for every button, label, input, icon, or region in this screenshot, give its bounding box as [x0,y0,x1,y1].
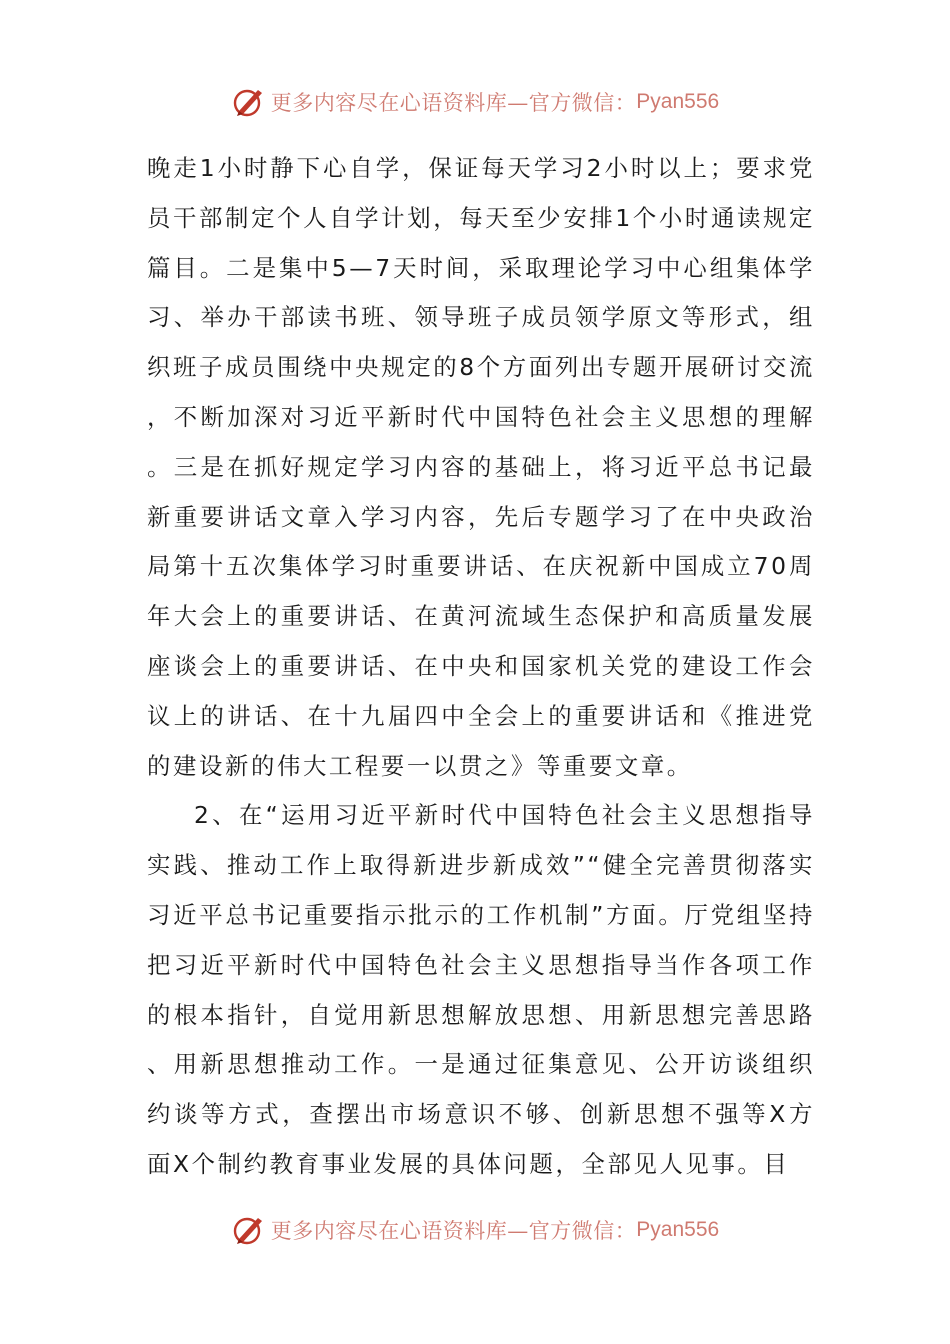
paragraph-1: 晚走1小时静下心自学，保证每天学习2小时以上；要求党员干部制定个人自学计划，每天至少安排1个小时通读规定篇目。二是集中5—7天时间，采取理论学习中心组集体学习、举办干部读书班、领导班子成员领学原文等形式，组织班子成员围绕中央规定的8个方面列出专题开展研讨交流，不断加深对习近平新时代中国特色社会主义思想的理解。三是在抓好规定学习内容的基础上，将习近平总书记最新重要讲话文章入学习内容，先后专题学习了在中央政治局第十五次集体学习时重要讲话、在庆祝新中国成立70周年大会上的重要讲话、在黄河流域生态保护和高质量发展座谈会上的重要讲话、在中央和国家机关党的建设工作会议上的讲话、在十九届四中全会上的重要讲话和《推进党的建设新的伟大工程要一以贯之》等重要文章。 [147,154,815,780]
header-watermark [0,82,950,122]
pen-logo-icon [231,1212,267,1248]
footer-wechat-id: Pyan556 [636,1218,720,1241]
footer-watermark [0,1210,950,1250]
pen-logo-icon [231,84,267,120]
document-body [147,144,815,1190]
header-text: 更多内容尽在心语资料库—官方微信： [270,91,637,115]
footer-text: 更多内容尽在心语资料库—官方微信： [270,1219,637,1243]
paragraph-2: 2、在“运用习近平新时代中国特色社会主义思想指导实践、推动工作上取得新进步新成效”“健全完善贯彻落实习近平总书记重要指示批示的工作机制”方面。厅党组坚持把习近平新时代中国特色社会主义思想指导当作各项工作的根本指针，自觉用新思想解放思想、用新思想完善思路、用新思想推动工作。一是通过征集意见、公开访谈组织约谈等方式，查摆出市场意识不够、创新思想不强等X方面X个制约教育事业发展的具体问题，全部见人见事。目 [147,801,815,1178]
header-wechat-id: Pyan556 [636,90,720,113]
